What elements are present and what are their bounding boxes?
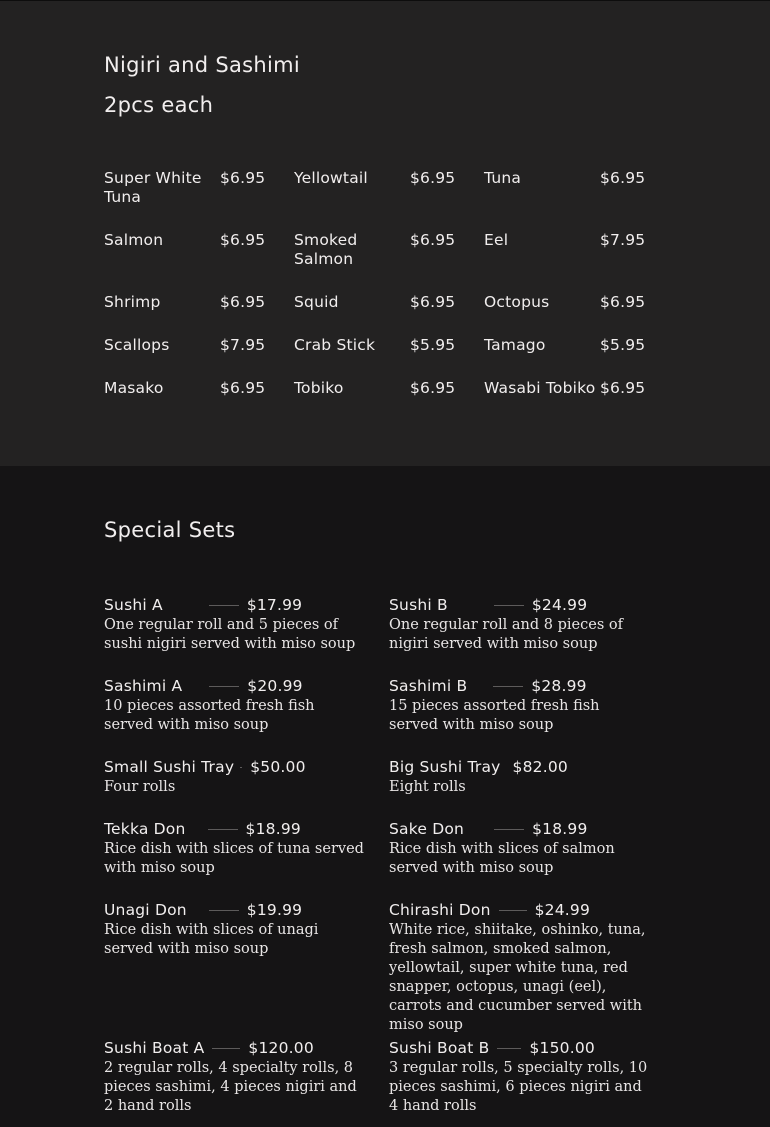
set-item bbox=[389, 901, 674, 1039]
item-name: Squid bbox=[294, 293, 339, 311]
set-row bbox=[104, 1039, 674, 1120]
menu-row bbox=[104, 379, 674, 398]
set-row bbox=[104, 596, 674, 677]
menu-item bbox=[484, 231, 674, 269]
item-price: $6.95 bbox=[600, 293, 646, 311]
set-row bbox=[104, 677, 674, 758]
set-name: Big Sushi Tray bbox=[389, 758, 501, 776]
set-price: $18.99 bbox=[532, 820, 588, 838]
set-name: Sashimi A bbox=[104, 677, 183, 695]
set-name: Sushi Boat A bbox=[104, 1039, 205, 1057]
set-item bbox=[389, 820, 674, 901]
menu-item bbox=[104, 336, 294, 355]
menu-row bbox=[104, 336, 674, 355]
menu-item bbox=[294, 293, 484, 312]
set-description: Four rolls bbox=[104, 779, 176, 795]
item-name: Yellowtail bbox=[294, 169, 368, 187]
set-name: Sushi Boat B bbox=[389, 1039, 490, 1057]
item-price: $7.95 bbox=[220, 336, 266, 354]
item-price: $5.95 bbox=[410, 336, 456, 354]
set-description: Rice dish with slices of salmon served with miso soup bbox=[389, 841, 615, 876]
set-item bbox=[389, 596, 674, 677]
set-name: Unagi Don bbox=[104, 901, 187, 919]
section-subtitle: 2pcs each bbox=[104, 93, 214, 117]
set-item bbox=[104, 901, 389, 1039]
item-price: $6.95 bbox=[220, 231, 266, 249]
set-item bbox=[104, 596, 389, 677]
item-name: Salmon bbox=[104, 231, 164, 249]
set-item bbox=[104, 1039, 389, 1120]
menu-item bbox=[104, 293, 294, 312]
menu-item bbox=[104, 379, 294, 398]
item-name: Masako bbox=[104, 379, 164, 397]
price-leader bbox=[212, 1048, 240, 1049]
set-description: 3 regular rolls, 5 specialty rolls, 10 pieces sashimi, 6 pieces nigiri and 4 hand rolls bbox=[389, 1060, 648, 1114]
nigiri-sashimi-section bbox=[0, 1, 770, 466]
item-name: Crab Stick bbox=[294, 336, 376, 354]
section-title: Special Sets bbox=[104, 518, 236, 542]
item-price: $7.95 bbox=[600, 231, 646, 249]
price-leader bbox=[209, 605, 239, 606]
set-price: $50.00 bbox=[250, 758, 306, 776]
set-price: $24.99 bbox=[531, 596, 588, 614]
item-name: Eel bbox=[484, 231, 509, 249]
set-price: $150.00 bbox=[529, 1039, 595, 1057]
item-price: $6.95 bbox=[410, 379, 456, 397]
nigiri-menu-grid bbox=[104, 169, 674, 422]
set-row bbox=[104, 901, 674, 1039]
set-price: $82.00 bbox=[512, 758, 568, 776]
price-leader bbox=[497, 1048, 521, 1049]
menu-row bbox=[104, 231, 674, 269]
set-item bbox=[389, 677, 674, 758]
item-name: Tuna bbox=[484, 169, 522, 187]
price-leader bbox=[209, 686, 239, 687]
set-item bbox=[389, 1039, 674, 1120]
special-sets-section bbox=[0, 466, 770, 1127]
set-row bbox=[104, 758, 674, 820]
item-name: Tobiko bbox=[294, 379, 344, 397]
price-leader bbox=[209, 910, 239, 911]
item-name: Wasabi Tobiko bbox=[484, 379, 596, 397]
menu-item bbox=[484, 379, 674, 398]
menu-row bbox=[104, 169, 674, 207]
set-price: $28.99 bbox=[531, 677, 587, 695]
special-sets-list bbox=[104, 596, 674, 1120]
item-price: $6.95 bbox=[410, 169, 456, 187]
item-price: $6.95 bbox=[220, 293, 266, 311]
set-price: $17.99 bbox=[246, 596, 303, 614]
price-leader bbox=[494, 605, 524, 606]
menu-item bbox=[484, 169, 674, 207]
menu-item bbox=[294, 169, 484, 207]
set-price: $120.00 bbox=[248, 1039, 314, 1057]
set-description: Eight rolls bbox=[389, 779, 466, 795]
set-item bbox=[389, 758, 674, 820]
set-description: 15 pieces assorted fresh fish served with miso soup bbox=[389, 698, 600, 733]
item-name: Super White Tuna bbox=[104, 169, 202, 206]
set-description: White rice, shiitake, oshinko, tuna, fresh salmon, smoked salmon, yellowtail, super white tuna, red snapper, octopus, unagi (eel), carrots and cucumber served with miso soup bbox=[389, 922, 646, 1033]
set-name: Sushi A bbox=[104, 596, 163, 614]
menu-item bbox=[294, 231, 484, 269]
item-price: $6.95 bbox=[410, 231, 456, 249]
item-price: $6.95 bbox=[220, 169, 266, 187]
set-name: Sashimi B bbox=[389, 677, 468, 695]
item-name: Scallops bbox=[104, 336, 170, 354]
set-price: $19.99 bbox=[246, 901, 303, 919]
menu-item bbox=[484, 293, 674, 312]
set-row bbox=[104, 820, 674, 901]
price-leader bbox=[240, 767, 242, 768]
item-name: Shrimp bbox=[104, 293, 161, 311]
set-name: Sake Don bbox=[389, 820, 465, 838]
set-price: $20.99 bbox=[247, 677, 303, 695]
item-name: Octopus bbox=[484, 293, 550, 311]
set-name: Tekka Don bbox=[104, 820, 186, 838]
item-price: $6.95 bbox=[600, 379, 646, 397]
price-leader bbox=[494, 829, 524, 830]
section-title: Nigiri and Sashimi bbox=[104, 53, 301, 77]
menu-item bbox=[104, 169, 294, 207]
set-description: 2 regular rolls, 4 specialty rolls, 8 pieces sashimi, 4 pieces nigiri and 2 hand rolls bbox=[104, 1060, 357, 1114]
menu-item bbox=[104, 231, 294, 269]
set-name: Chirashi Don bbox=[389, 901, 491, 919]
menu-item bbox=[294, 379, 484, 398]
set-description: Rice dish with slices of tuna served with miso soup bbox=[104, 841, 364, 876]
menu-item bbox=[484, 336, 674, 355]
set-item bbox=[104, 677, 389, 758]
set-price: $18.99 bbox=[245, 820, 301, 838]
set-description: Rice dish with slices of unagi served with miso soup bbox=[104, 922, 319, 957]
set-price: $24.99 bbox=[534, 901, 591, 919]
set-name: Small Sushi Tray bbox=[104, 758, 235, 776]
set-name: Sushi B bbox=[389, 596, 448, 614]
price-leader bbox=[493, 686, 523, 687]
item-price: $6.95 bbox=[410, 293, 456, 311]
item-price: $6.95 bbox=[600, 169, 646, 187]
item-price: $6.95 bbox=[220, 379, 266, 397]
set-description: One regular roll and 5 pieces of sushi nigiri served with miso soup bbox=[104, 617, 356, 652]
set-item bbox=[104, 820, 389, 901]
menu-row bbox=[104, 293, 674, 312]
set-description: 10 pieces assorted fresh fish served with miso soup bbox=[104, 698, 315, 733]
price-leader bbox=[208, 829, 238, 830]
item-name: Tamago bbox=[484, 336, 546, 354]
menu-item bbox=[294, 336, 484, 355]
item-price: $5.95 bbox=[600, 336, 646, 354]
item-name: Smoked Salmon bbox=[294, 231, 358, 268]
set-item bbox=[104, 758, 389, 820]
price-leader bbox=[499, 910, 527, 911]
set-description: One regular roll and 8 pieces of nigiri served with miso soup bbox=[389, 617, 623, 652]
